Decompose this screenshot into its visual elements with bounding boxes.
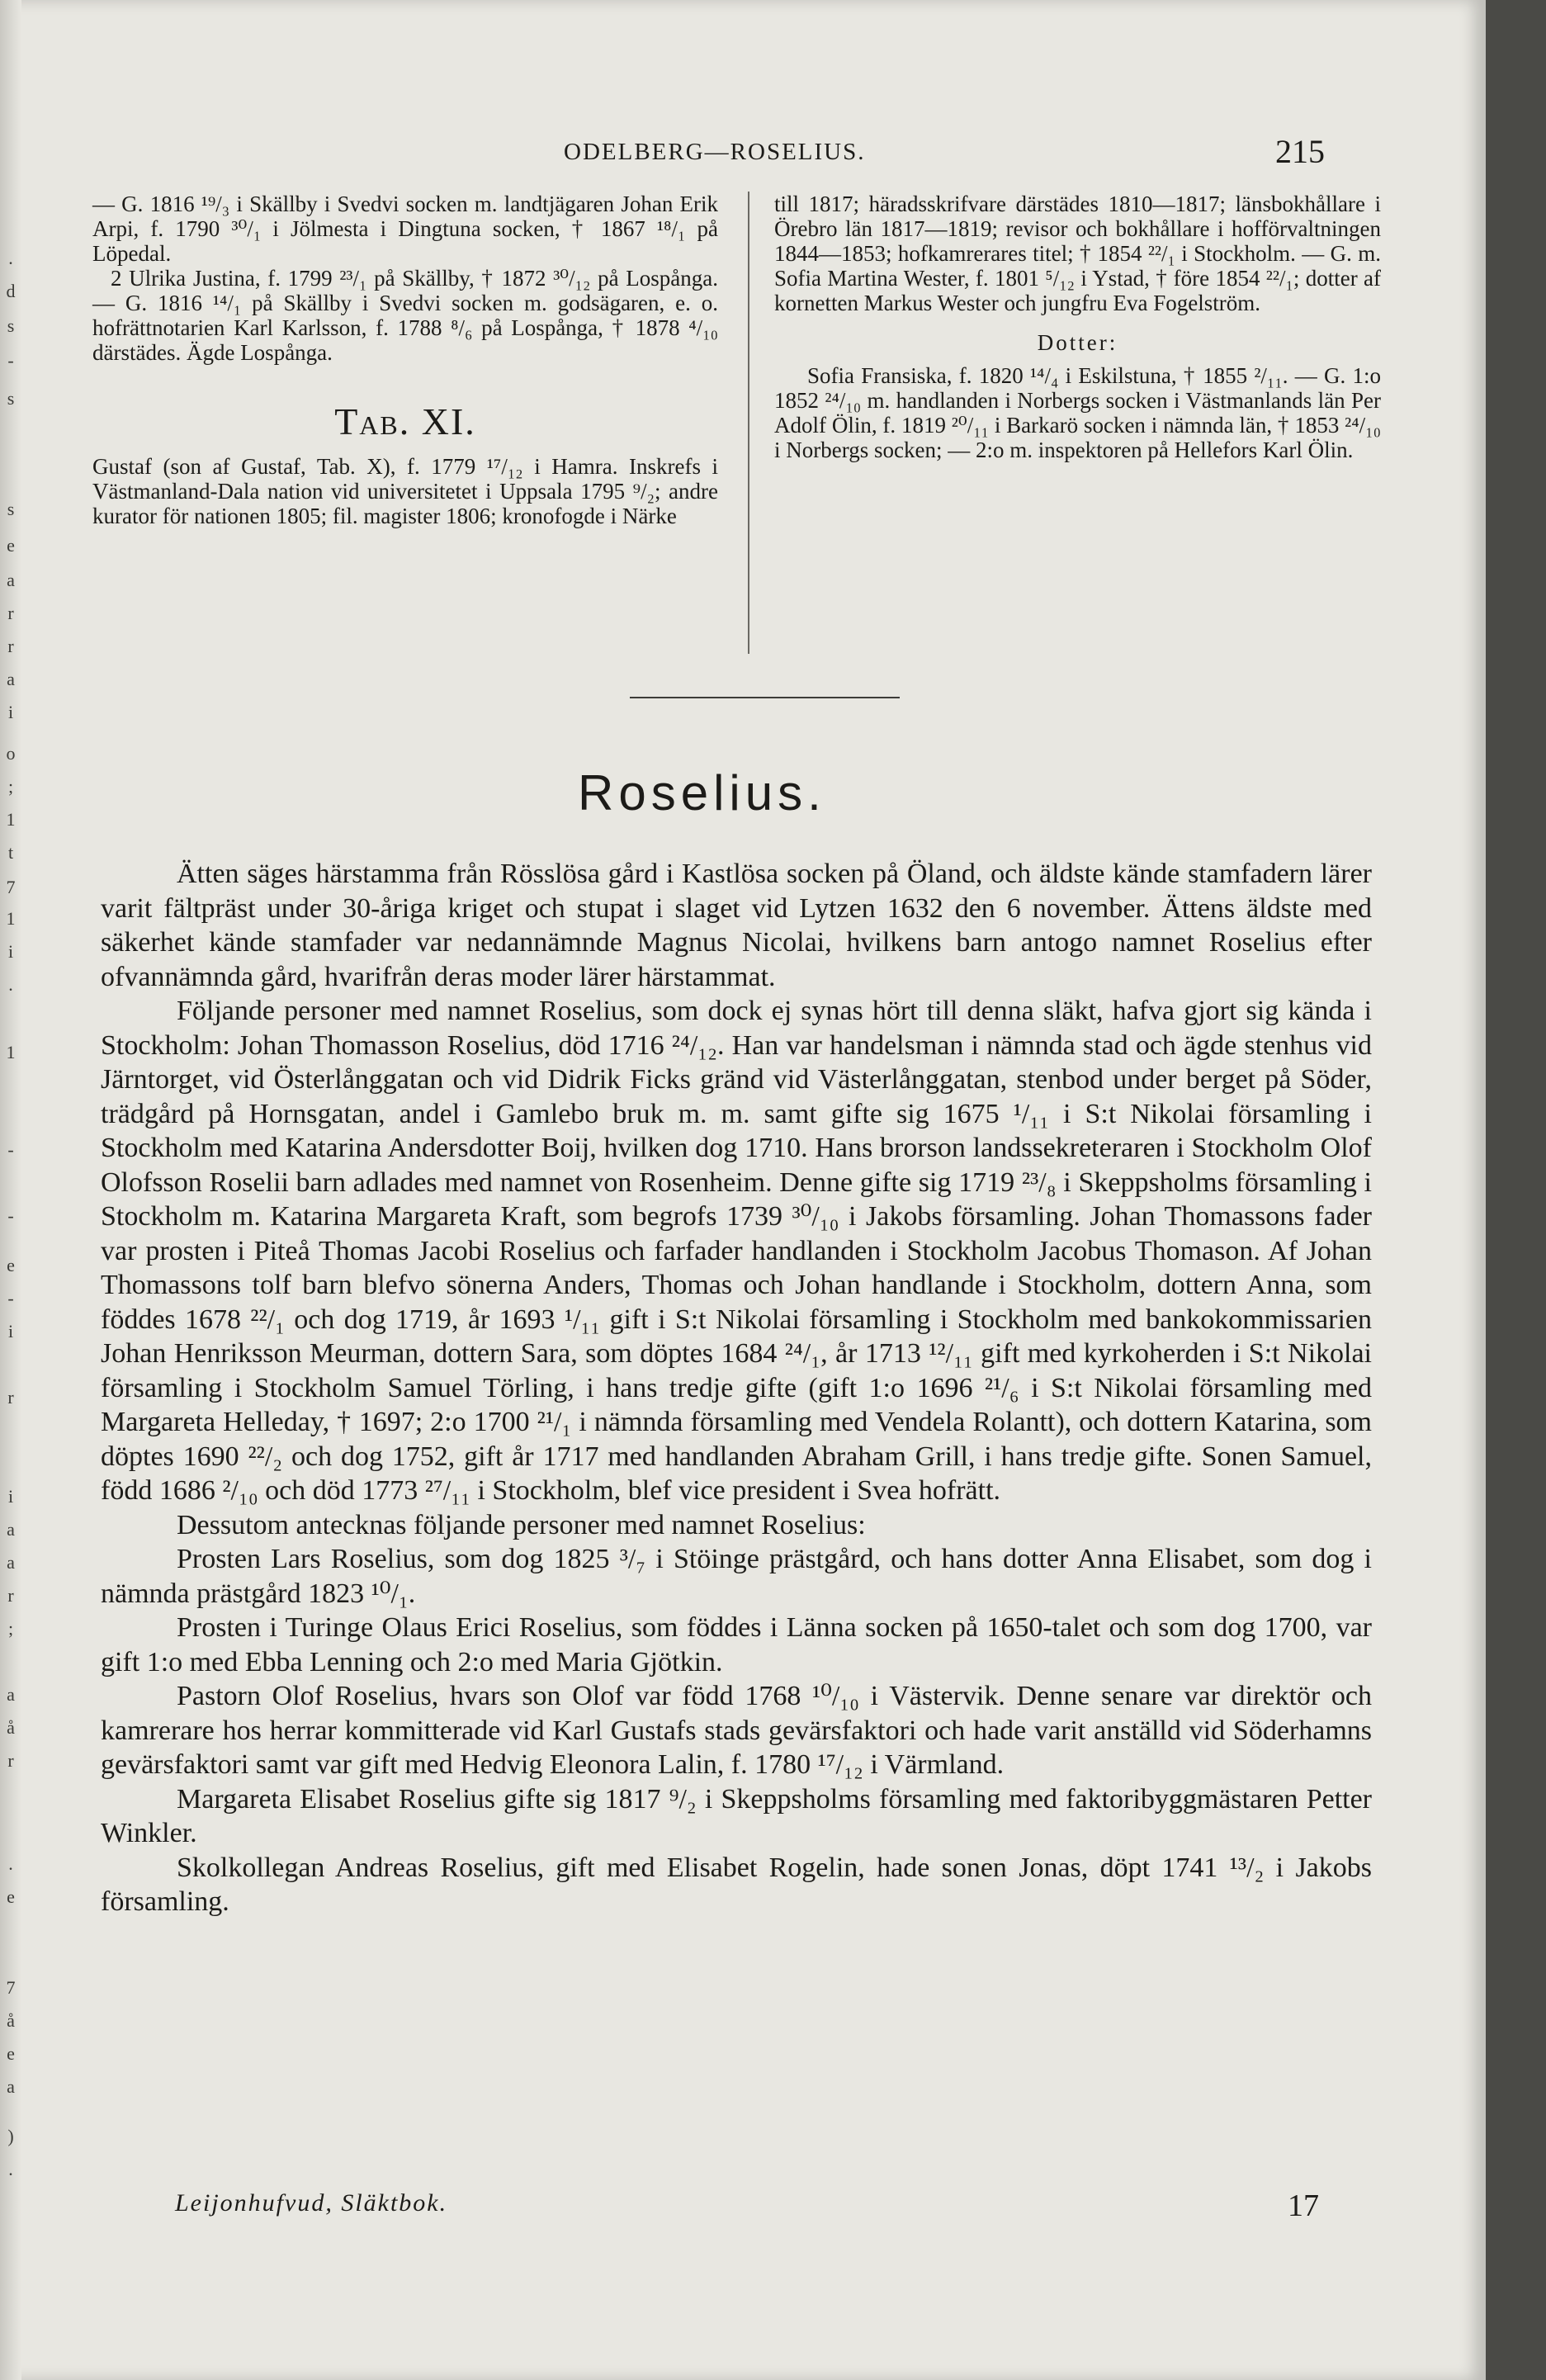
margin-fragment: å [7,2010,15,2031]
left-paragraph: — G. 1816 ¹⁹/₃ i Skällby i Svedvi socken m. landtjägaren Johan Erik Arpi, f. 1790 ³⁰/₁ i Jölmesta i Dingtuna socken, † 1867 ¹⁸/₁ på Löpedal. [92,192,718,266]
margin-fragment: - [7,1139,14,1160]
margin-fragment: s [7,499,15,519]
margin-fragment: i [7,941,14,962]
section-divider [630,697,900,698]
footer-source: Leijonhufvud, Släktbok. [175,2189,448,2217]
margin-fragment: a [7,570,15,590]
table-heading: Tab. XI. [334,400,476,442]
margin-fragment: 7 [6,877,16,897]
margin-fragment: t [7,842,14,863]
margin-fragment: . [8,974,13,995]
margin-fragment: . [8,248,13,268]
body-paragraph: Margareta Elisabet Roselius gifte sig 1817 ⁹/₂ i Skeppsholms församling med faktoribyggmästaren Petter Winkler. [101,1783,1372,1848]
running-head: ODELBERG—ROSELIUS. [564,139,866,165]
margin-fragment: r [7,1387,14,1408]
margin-fragment: 7 [6,1977,16,1998]
page-gutter [0,0,21,2380]
body-paragraph: Ätten säges härstamma från Rösslösa gård i Kastlösa socken på Öland, och äldste kände stamfadern lärer varit fältpräst under 30-åriga kriget och stupat i slaget vid Lytzen 1632 den 6 november. Ättens äldste med säkerhet kände stamfader var nedannämnde Magnus Nicolai, hvilkens barn antogo namnet Roselius efter ofvannämnda gård, hvarifrån deras moder lärer härstammat. [101,859,1372,992]
body-paragraph: Dessutom antecknas följande personer med namnet Roselius: [177,1509,866,1540]
margin-fragment: ; [7,776,14,797]
left-paragraph: 2 Ulrika Justina, f. 1799 ²³/₁ på Skällby, † 1872 ³⁰/₁₂ på Lospånga. — G. 1816 ¹⁴/₁ på Skällby i Svedvi socken m. godsägaren, e. o. hofrättnotarien Karl Karlsson, f. 1788 ⁸/₆ på Lospånga, † 1878 ⁴/₁₀ därstädes. Ägde Lospånga. [92,266,718,365]
margin-fragment: i [7,1321,14,1341]
left-column [92,192,718,528]
margin-fragment: e [7,1255,15,1275]
margin-fragment: r [7,636,14,656]
margin-fragment: d [6,281,16,301]
margin-fragment: - [7,1288,14,1308]
margin-fragment: 1 [6,908,16,929]
right-column [774,192,1381,462]
subheading: Dotter: [1037,330,1118,355]
right-paragraph: Sofia Fransiska, f. 1820 ¹⁴/₄ i Eskilstuna, † 1855 ²/₁₁. — G. 1:o 1852 ²⁴/₁₀ m. handlanden i Norbergs socken i Västmanlands län Per Adolf Ölin, f. 1819 ²⁰/₁₁ i Barkarö socken i nämnda län, † 1853 ²⁴/₁₀ i Norbergs socken; — 2:o m. inspektoren på Hellefors Karl Ölin. [774,363,1381,462]
margin-fragment: - [7,1205,14,1226]
margin-fragment: a [7,669,15,689]
body-paragraph: Pastorn Olof Roselius, hvars son Olof var född 1768 ¹⁰/₁₀ i Västervik. Denne senare var direktör och kamrerare hos herrar kommitterade vid Karl Gustafs stads gevärsfaktori och hade varit anställd vid Söderhamns gevärsfaktori samt var gift med Hedvig Eleonora Lalin, f. 1780 ¹⁷/₁₂ i Värmland. [101,1681,1372,1780]
column-divider [748,192,749,654]
margin-fragment: å [7,1717,15,1738]
margin-fragment: ; [7,1618,14,1639]
margin-fragment: r [7,603,14,623]
body-paragraph: Skolkollegan Andreas Roselius, gift med Elisabet Rogelin, hade sonen Jonas, döpt 1741 ¹³/₂ i Jakobs församling. [101,1852,1372,1917]
margin-fragment: r [7,1585,14,1606]
margin-fragment: s [7,315,15,336]
page-number: 215 [1275,133,1325,170]
margin-fragment: 1 [6,1042,16,1062]
margin-fragment: a [7,2076,15,2097]
margin-fragment: s [7,388,15,409]
signature-mark: 17 [1288,2188,1319,2223]
body-paragraph: Prosten i Turinge Olaus Erici Roselius, som föddes i Länna socken på 1650-talet och som dog 1700, var gift 1:o med Ebba Lenning och 2:o med Maria Gjötkin. [101,1612,1372,1677]
body-paragraph: Följande personer med namnet Roselius, som dock ej synas hört till denna släkt, hafva gjort sig kända i Stockholm: Johan Thomasson Roselius, död 1716 ²⁴/₁₂. Han var handelsman i nämnda stad och ägde stenhus vid Järntorget, vid Österlånggatan och vid Didrik Ficks gränd vid Västerlånggatan, stenbod under berget på Söder, trädgård på Hornsgatan, andel i Gamlebo bruk m. m. samt gifte sig 1675 ¹/₁₁ i S:t Nikolai församling i Stockholm med Katarina Andersdotter Boij, hvilken dog 1710. Hans brorson landssekreteraren i Stockholm Olof Olofsson Roselii barn adlades med namnet von Rosenheim. Denne gifte sig 1719 ²³/₈ i Skeppsholms församling i Stockholm m. Katarina Margareta Kraft, som begrofs 1739 ³⁰/₁₀ i Jakobs församling. Johan Thomassons fader var prosten i Piteå Thomas Jacobi Roselius och farfader handlanden i Stockholm Jacobus Thomason. Af Johan Thomassons tolf barn blefvo sönerna Anders, Thomas och Johan handlande i Stockholm, dottern Anna, som föddes 1678 ²²/₁ och dog 1719, år 1693 ¹/₁₁ gift i S:t Nikolai församling i Stockholm med bankokommissarien Johan Henriksson Meurman, dottern Sara, som döptes 1684 ²⁴/₁, år 1713 ¹²/₁₁ gift med kyrkoherden i S:t Nikolai församling i Stockholm Samuel Törling, i hans tredje gifte (gift 1:o 1696 ²¹/₆ i S:t Nikolai församling med Margareta Helleday, † 1697; 2:o 1700 ²¹/₁ i nämnda församling med Vendela Rolantt), och dottern Katarina, som döptes 1690 ²²/₂ och dog 1752, gift år 1717 med handlanden Abraham Grill, i hans tredje gifte. Sonen Samuel, född 1686 ²/₁₀ och död 1773 ²⁷/₁₁ i Stockholm, blef vice president i Svea hofrätt. [101,996,1372,1506]
margin-fragment: . [8,1853,13,1874]
margin-fragment: e [7,1886,15,1907]
margin-fragment: ) [7,2126,14,2146]
margin-fragment: a [7,1519,15,1540]
body-paragraph: Prosten Lars Roselius, som dog 1825 ³/₇ i Stöinge prästgård, och hans dotter Anna Elisabet, som dog i nämnda prästgård 1823 ¹⁰/₁. [101,1544,1372,1609]
right-paragraph: till 1817; häradsskrifvare därstädes 1810—1817; länsbokhållare i Örebro län 1817—1819; revisor och bokhållare i hofförvaltningen 1844—1853; hofkamrerares titel; † 1854 ²²/₁ i Stockholm. — G. m. Sofia Martina Wester, f. 1801 ⁵/₁₂ i Ystad, † före 1854 ²²/₁; dotter af kornetten Markus Wester och jungfru Eva Fogelström. [774,192,1381,315]
margin-fragment: a [7,1684,15,1705]
margin-fragment: o [6,743,16,764]
margin-fragment: . [8,2159,13,2179]
section-title: Roselius. [578,765,826,821]
body-text [101,857,1372,1919]
margin-fragment: 1 [6,809,16,830]
margin-fragment: i [7,1486,14,1507]
margin-fragment: r [7,1750,14,1771]
left-paragraph: Gustaf (son af Gustaf, Tab. X), f. 1779 ¹⁷/₁₂ i Hamra. Inskrefs i Västmanland-Dala nation vid universitetet i Uppsala 1795 ⁹/₂; andre kurator för nationen 1805; fil. magister 1806; kronofogde i Närke [92,454,718,528]
margin-fragment: a [7,1552,15,1573]
margin-fragment: - [7,350,14,371]
margin-fragment: e [7,535,15,556]
margin-fragment: i [7,702,14,722]
margin-fragment: e [7,2043,15,2064]
